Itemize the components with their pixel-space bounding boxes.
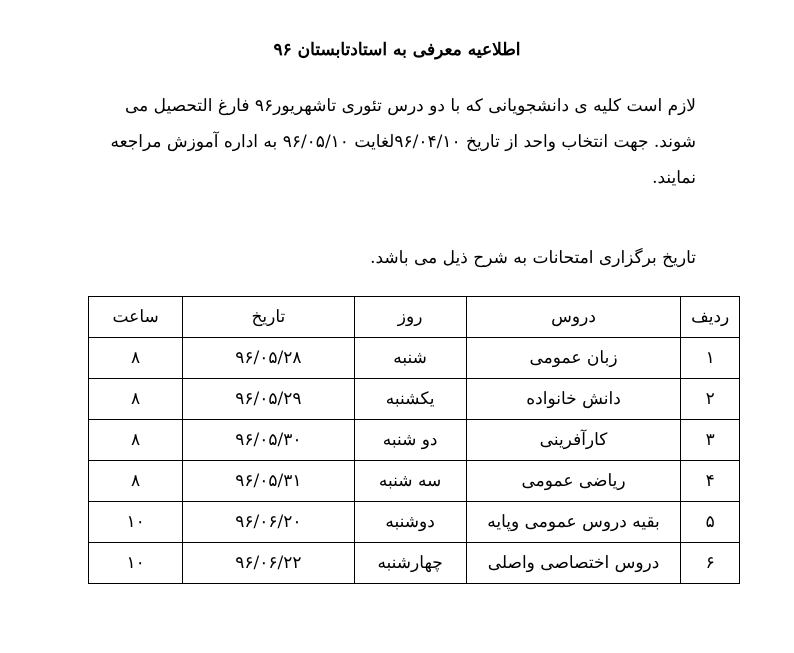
header-hour: ساعت: [89, 297, 183, 338]
exam-schedule-table: [88, 296, 740, 584]
header-date: تاریخ: [183, 297, 354, 338]
exam-intro-paragraph: تاریخ برگزاری امتحانات به شرح ذیل می باشد.: [370, 248, 696, 268]
table-header-row: [89, 297, 740, 338]
table-row: [89, 420, 740, 461]
cell-day: شنبه: [354, 338, 466, 379]
cell-course: ریاضی عمومی: [466, 461, 681, 502]
cell-hour: ۸: [89, 338, 183, 379]
cell-day: یکشنبه: [354, 379, 466, 420]
cell-course: کارآفرینی: [466, 420, 681, 461]
cell-row-number: ۶: [681, 543, 740, 584]
cell-date: ۹۶/۰۶/۲۰: [183, 502, 354, 543]
table-row: [89, 502, 740, 543]
announcement-title: اطلاعیه معرفی به استادتابستان ۹۶: [273, 40, 521, 60]
cell-hour: ۱۰: [89, 543, 183, 584]
cell-course: بقیه دروس عمومی وپایه: [466, 502, 681, 543]
table-row: [89, 461, 740, 502]
table-row: [89, 338, 740, 379]
cell-day: سه شنبه: [354, 461, 466, 502]
cell-hour: ۸: [89, 379, 183, 420]
cell-row-number: ۵: [681, 502, 740, 543]
header-course: دروس: [466, 297, 681, 338]
cell-row-number: ۲: [681, 379, 740, 420]
cell-day: چهارشنبه: [354, 543, 466, 584]
cell-day: دو شنبه: [354, 420, 466, 461]
cell-row-number: ۴: [681, 461, 740, 502]
instruction-paragraph: لازم است کلیه ی دانشجویانی که با دو درس تئوری تاشهریور۹۶ فارغ التحصیل می شوند. جهت انتخاب واحد از تاریخ ۹۶/۰۴/۱۰لغایت ۹۶/۰۵/۱۰ به اداره آموزش مراجعه نمایند.: [110, 96, 696, 188]
cell-date: ۹۶/۰۶/۲۲: [183, 543, 354, 584]
table-row: [89, 379, 740, 420]
cell-hour: ۱۰: [89, 502, 183, 543]
cell-row-number: ۳: [681, 420, 740, 461]
cell-day: دوشنبه: [354, 502, 466, 543]
table-row: [89, 543, 740, 584]
cell-hour: ۸: [89, 420, 183, 461]
cell-hour: ۸: [89, 461, 183, 502]
cell-row-number: ۱: [681, 338, 740, 379]
cell-course: دانش خانواده: [466, 379, 681, 420]
header-row-number: ردیف: [681, 297, 740, 338]
cell-date: ۹۶/۰۵/۳۱: [183, 461, 354, 502]
cell-course: دروس اختصاصی واصلی: [466, 543, 681, 584]
cell-date: ۹۶/۰۵/۳۰: [183, 420, 354, 461]
cell-date: ۹۶/۰۵/۲۸: [183, 338, 354, 379]
cell-course: زبان عمومی: [466, 338, 681, 379]
header-day: روز: [354, 297, 466, 338]
cell-date: ۹۶/۰۵/۲۹: [183, 379, 354, 420]
